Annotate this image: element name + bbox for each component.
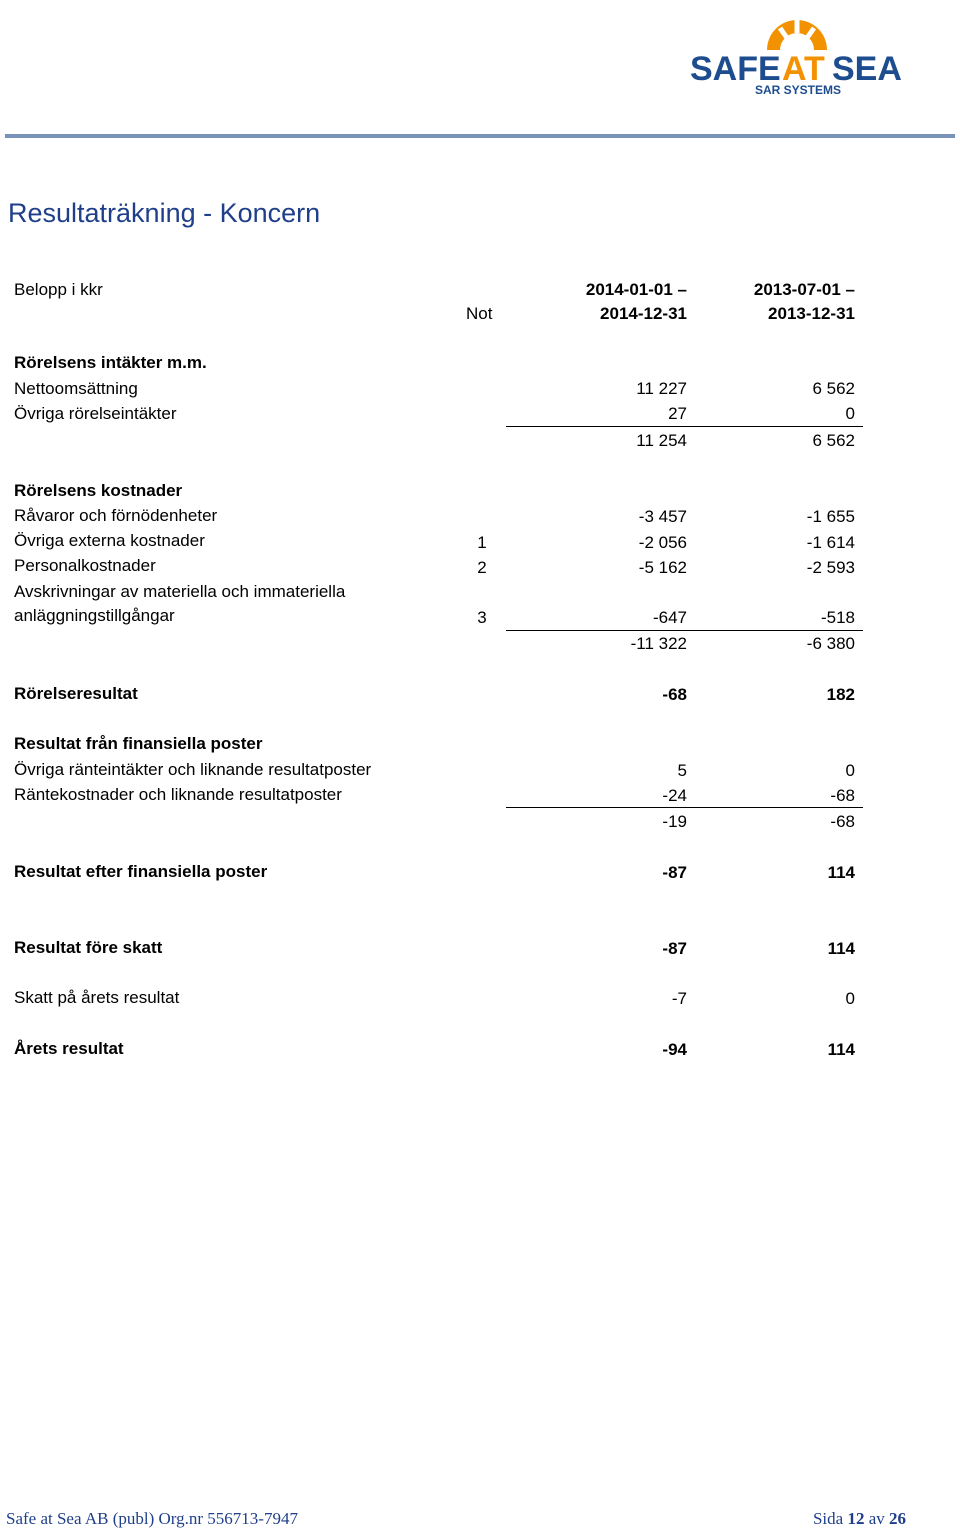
footer-company: Safe at Sea AB (publ) Org.nr 556713-7947 (6, 1509, 298, 1528)
row-value-2014: -2 056 (638, 533, 687, 552)
income-heading: Rörelsens intäkter m.m. (14, 353, 207, 372)
operating-result-label: Rörelseresultat (14, 684, 138, 703)
row-value-2013: 0 (845, 404, 855, 423)
row-label: Råvaror och förnödenheter (14, 506, 218, 525)
logo-text-sea: SEA (832, 50, 902, 88)
row-note: 1 (477, 533, 487, 552)
period1-start: 2014-01-01 – (585, 280, 687, 299)
unit-label: Belopp i kkr (14, 280, 103, 299)
row-value-2013: 0 (845, 761, 855, 780)
income-total-2014: 11 254 (636, 431, 687, 450)
financial-heading: Resultat från finansiella poster (14, 734, 263, 753)
row-label: Avskrivningar av materiella och immateriella (14, 582, 346, 601)
page-mid: av (864, 1509, 889, 1528)
row-value-2014: 27 (668, 404, 687, 423)
header-rule (5, 134, 955, 138)
row-value-2014: -3 457 (638, 507, 687, 526)
after-financial-label: Resultat efter finansiella poster (14, 862, 268, 881)
income-total-2013: 6 562 (812, 431, 855, 450)
logo-text-at: AT (782, 50, 825, 88)
subtotal-line (506, 426, 863, 427)
page-total: 26 (889, 1509, 906, 1528)
before-tax-label: Resultat före skatt (14, 938, 163, 957)
net-result-2013: 114 (827, 1040, 855, 1059)
period1-end: 2014-12-31 (600, 304, 687, 323)
row-note: 3 (477, 608, 487, 627)
subtotal-line (506, 630, 863, 631)
page-title: Resultaträkning - Koncern (8, 198, 321, 228)
after-financial-2014: -87 (662, 863, 687, 882)
before-tax-2013: 114 (827, 939, 855, 958)
row-label: Räntekostnader och liknande resultatposter (14, 785, 342, 804)
row-value-2013: -1 655 (806, 507, 855, 526)
note-header: Not (466, 304, 493, 323)
company-logo (688, 2, 906, 98)
row-label: Övriga externa kostnader (14, 531, 205, 550)
page-number: 12 (847, 1509, 865, 1528)
row-label: Personalkostnader (14, 556, 156, 575)
row-label: Övriga rörelseintäkter (14, 404, 177, 423)
costs-heading: Rörelsens kostnader (14, 481, 183, 500)
row-value-2013: 6 562 (812, 379, 855, 398)
row-label-continued: anläggningstillgångar (14, 606, 175, 625)
before-tax-2014: -87 (662, 939, 687, 958)
page-prefix: Sida (812, 1509, 848, 1528)
row-label: Nettoomsättning (14, 379, 138, 398)
page-indicator (813, 1509, 906, 1529)
row-value-2014: -5 162 (638, 558, 687, 577)
financial-total-2013: -68 (830, 812, 855, 831)
row-value-2013: -1 614 (806, 533, 855, 552)
row-label: Övriga ränteintäkter och liknande resultatposter (14, 760, 372, 779)
financial-total-2014: -19 (662, 812, 687, 831)
net-result-label: Årets resultat (14, 1039, 124, 1058)
lifebuoy-icon (767, 20, 827, 50)
row-value-2014: -647 (652, 608, 687, 627)
row-value-2013: -518 (820, 608, 855, 627)
logo-subtext: SAR SYSTEMS (755, 83, 842, 97)
period2-end: 2013-12-31 (768, 304, 855, 323)
tax-2013: 0 (845, 989, 855, 1008)
net-result-2014: -94 (662, 1040, 687, 1059)
after-financial-2013: 114 (827, 863, 855, 882)
row-value-2013: -68 (830, 786, 855, 805)
row-note: 2 (477, 558, 487, 577)
costs-total-2014: -11 322 (630, 634, 687, 653)
row-value-2014: 11 227 (636, 379, 687, 398)
tax-label: Skatt på årets resultat (14, 988, 180, 1007)
row-value-2013: -2 593 (806, 558, 855, 577)
operating-result-2013: 182 (826, 685, 855, 704)
row-value-2014: 5 (677, 761, 687, 780)
tax-2014: -7 (671, 989, 687, 1008)
logo-text-safe: SAFE (690, 50, 781, 88)
operating-result-2014: -68 (662, 685, 687, 704)
subtotal-line (506, 807, 863, 808)
period2-start: 2013-07-01 – (753, 280, 855, 299)
row-value-2014: -24 (662, 786, 687, 805)
costs-total-2013: -6 380 (806, 634, 855, 653)
